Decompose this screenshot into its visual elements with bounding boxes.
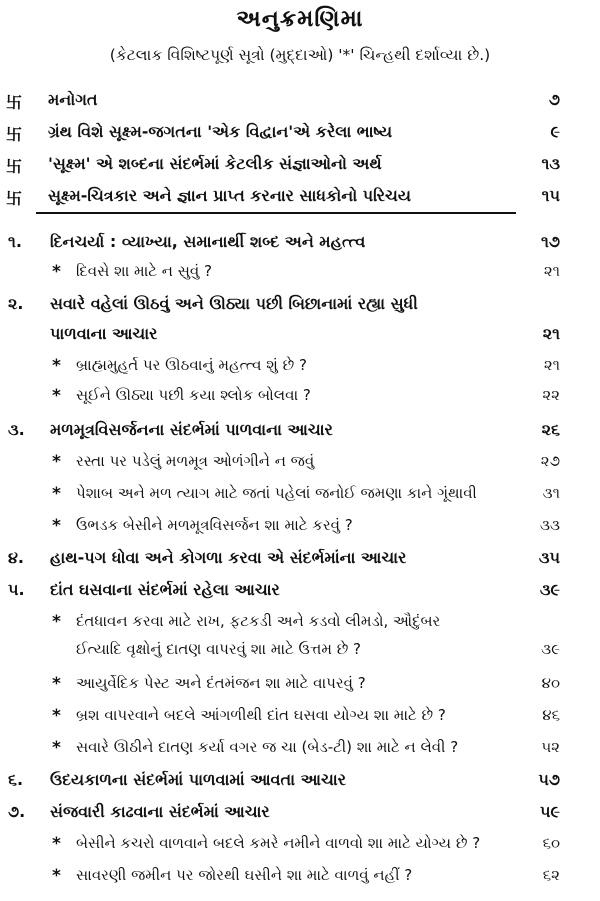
toc-page-number: ૯ <box>550 122 560 141</box>
toc-page-number: ૧૩ <box>541 154 560 173</box>
toc-entry-text: સંજવારી કાઢવાના સંદર્ભમાં આચાર <box>50 802 270 821</box>
toc-entry-text: સાવરણી જમીન પર જોરથી ઘસીને શા માટે વાળવું નહીં ? <box>76 866 413 884</box>
asterisk-icon: * <box>52 674 61 694</box>
toc-entry-text: પાળવાના આચાર <box>50 324 158 343</box>
toc-page-number: ૪૦ <box>541 674 560 692</box>
swastika-icon: 卐 <box>6 125 23 144</box>
toc-entry-text: સૂઈને ઊઠ્યા પછી કયા શ્લોક બોલવા ? <box>76 386 311 404</box>
asterisk-icon: * <box>52 386 61 406</box>
toc-entry-text: પેશાબ અને મળ ત્યાગ માટે જતાં પહેલાં જનોઈ જમણા કાને ગૂંથાવી <box>76 484 477 502</box>
toc-page-number: ૧૫ <box>541 186 560 205</box>
toc-entry-text: બ્રશ વાપરવાને બદલે આંગળીથી દાંત ઘસવા યોગ્ય શા માટે છે ? <box>76 706 446 724</box>
chapter-number: ૫. <box>8 580 25 599</box>
toc-page-number: ૩૧ <box>542 484 560 502</box>
toc-entry-text: સવારે ઊઠીને દાતણ કર્યા વગર જ ચા (બેડ-ટી) શા માટે ન લેવી ? <box>76 738 459 756</box>
toc-entry-text: આયુર્વેદિક પેસ્ટ અને દંતમંજન શા માટે વાપરવું ? <box>76 674 366 692</box>
toc-page-number: ૨૧ <box>543 356 560 374</box>
section-divider <box>36 212 516 214</box>
toc-page-number: ૨૬ <box>541 420 560 439</box>
toc-page-number: ૩૩ <box>540 516 560 534</box>
toc-entry-text: 'સૂક્ષ્મ' એ શબ્દના સંદર્ભમાં કેટલીક સંજ્ઞાઓનો અર્થ <box>48 154 382 173</box>
asterisk-icon: * <box>52 262 61 282</box>
asterisk-icon: * <box>52 356 61 376</box>
asterisk-icon: * <box>52 516 61 536</box>
toc-entry-text: હાથ-પગ ધોવા અને કોગળા કરવા એ સંદર્ભમાંના આચાર <box>50 548 407 567</box>
toc-entry-text: મળમૂત્રવિસર્જનના સંદર્ભમાં પાળવાના આચાર <box>50 420 333 439</box>
toc-page-number: ૪૬ <box>542 706 560 724</box>
toc-entry-text: બેસીને કચરો વાળવાને બદલે કમરે નમીને વાળવો શા માટે યોગ્ય છે ? <box>76 834 481 852</box>
toc-page-number: ૫૨ <box>541 738 560 756</box>
toc-entry-text: મનોગત <box>48 90 98 109</box>
toc-entry-text: દાંત ઘસવાના સંદર્ભમાં રહેલા આચાર <box>50 580 280 599</box>
chapter-number: ૬. <box>8 770 24 789</box>
toc-page-number: ૨૧ <box>542 324 560 343</box>
toc-page-number: ૩૯ <box>539 580 560 599</box>
swastika-icon: 卐 <box>6 93 23 112</box>
asterisk-icon: * <box>52 834 61 854</box>
toc-entry-text: દિનચર્યા : વ્યાખ્યા, સમાનાર્થી શબ્દ અને મહત્ત્વ <box>50 232 366 251</box>
toc-entry-text: દિવસે શા માટે ન સુવું ? <box>76 262 212 280</box>
asterisk-icon: * <box>52 738 61 758</box>
chapter-number: ૪. <box>8 548 24 567</box>
chapter-number: ૨. <box>8 294 24 313</box>
toc-page-number: ૬૦ <box>542 834 560 852</box>
toc-page-number: ૧૭ <box>541 232 560 251</box>
page-subtitle: (કેટલાક વિશિષ્ટપૂર્ણ સૂત્રો (મુદ્દાઓ) '*' ચિન્હથી દર્શાવ્યા છે.) <box>109 46 491 64</box>
toc-entry-text: ઉદયકાળના સંદર્ભમાં પાળવામાં આવતા આચાર <box>50 770 346 789</box>
toc-entry-text: ગ્રંથ વિશે સૂક્ષ્મ-જગતના 'એક વિદ્વાન'એ કરેલા ભાષ્ય <box>48 122 393 141</box>
asterisk-icon: * <box>52 866 61 886</box>
toc-page-number: ૩૫ <box>538 548 560 567</box>
chapter-number: ૩. <box>8 420 25 439</box>
toc-page-number: ૭ <box>548 90 560 109</box>
toc-page-number: ૩૯ <box>541 640 560 658</box>
toc-entry-text: સૂક્ષ્મ-ચિત્રકાર અને જ્ઞાન પ્રાપ્ત કરનાર સાધકોનો પરિચય <box>48 186 411 205</box>
toc-page-number: ૫૭ <box>538 770 560 789</box>
chapter-number: ૭. <box>8 802 26 821</box>
swastika-icon: 卐 <box>6 157 23 176</box>
asterisk-icon: * <box>52 452 61 472</box>
chapter-number: ૧. <box>8 232 22 251</box>
toc-page-number: ૫૯ <box>540 802 560 821</box>
toc-page-number: ૬૨ <box>542 866 560 884</box>
asterisk-icon: * <box>52 612 61 632</box>
asterisk-icon: * <box>52 706 61 726</box>
toc-page-number: ૨૧ <box>543 262 560 280</box>
toc-entry-text: ઈત્યાદિ વૃક્ષોનું દાતણ વાપરવું શા માટે ઉત્તમ છે ? <box>76 640 362 658</box>
toc-page-number: ૨૨ <box>542 386 560 404</box>
page-title: અનુક્રમણિમા <box>236 6 364 32</box>
toc-entry-text: દંતધાવન કરવા માટે રાખ, ફટકડી અને કડવો લીમડો, ઔદુંબર <box>76 612 441 630</box>
toc-entry-text: સવારે વહેલાં ઊઠવું અને ઊઠ્યા પછી બિછાનામાં રહ્યા સુધી <box>50 294 418 313</box>
swastika-icon: 卐 <box>6 189 23 208</box>
toc-entry-text: બ્રાહ્મમુહૂર્ત પર ઊઠવાનું મહત્ત્વ શું છે ? <box>76 356 307 374</box>
asterisk-icon: * <box>52 484 61 504</box>
toc-page-number: ૨૭ <box>540 452 560 470</box>
toc-entry-text: રસ્તા પર પડેલું મળમૂત્ર ઓળંગીને ન જવું <box>76 452 315 470</box>
toc-entry-text: ઉભડક બેસીને મળમૂત્રવિસર્જન શા માટે કરવું ? <box>76 516 353 534</box>
